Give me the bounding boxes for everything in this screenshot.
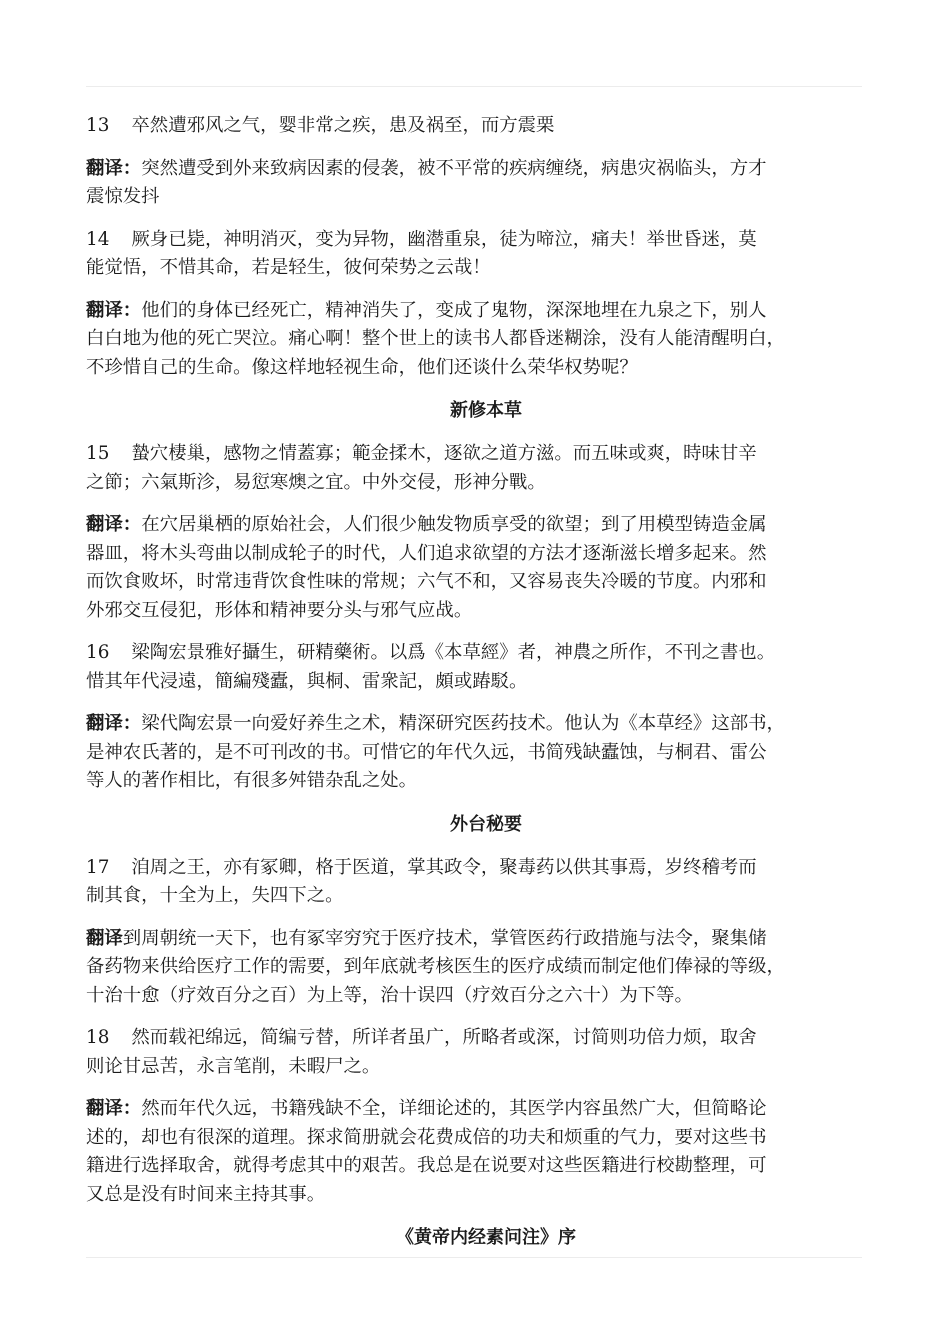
passage-number: 16: [86, 642, 110, 663]
translation-label: 翻译: [86, 157, 123, 179]
passage-13: [86, 112, 886, 141]
section-heading-huangdi-neijing-preface: 《黄帝内经素问注》序: [396, 1227, 576, 1248]
passage-text: 洎周之王，亦有冢卿，格于医道，掌其政令，聚毒药以供其事焉，岁终稽考而 制其食，十全为上，失四下之。: [86, 856, 757, 906]
translation-text: 然而年代久远，书籍残缺不全，详细论述的，其医学内容虽然广大，但简略论 述的，却也有很深的道理。探求简册就会花费成倍的功夫和烦重的气力，要对这些书 籍进行选择取舍，就得考虑其中的艰苦。我总是在说要对这些医籍进行校勘整理，可 又总是没有时间来主持其事。: [86, 1098, 767, 1205]
translation-text: 在穴居巢栖的原始社会，人们很少触发物质享受的欲望；到了用模型铸造金属 器皿，将木头弯曲以制成轮子的时代，人们追求欲望的方法才逐渐滋长增多起来。然 而饮食败坏，时常违背饮食性味的常规；六气不和，又容易丧失冷暖的节度。内邪和 外邪交互侵犯，形体和精神要分头与邪气应战。: [86, 514, 767, 621]
translation-separator: ：: [122, 157, 142, 179]
translation-label: 翻译: [86, 927, 123, 949]
passage-text: 梁陶宏景雅好攝生，研精藥術。以爲《本草經》者，神農之所作，不刊之書也。 惜其年代浸遠，簡編殘蠹，與桐、雷衆記，頗或踳駁。: [86, 642, 776, 692]
passage-number: 15: [86, 443, 110, 464]
translation-18: [86, 1095, 886, 1209]
translation-text: 到周朝统一天下，也有冢宰穷究于医疗技术，掌管医药行政措施与法令，聚集储 备药物来供给医疗工作的需要，到年底就考核医生的医疗成绩而制定他们俸禄的等级， 十治十愈（疗效百分之百）为上等，治十误四（疗效百分之六十）为下等。: [86, 927, 785, 1006]
passage-number: 17: [86, 856, 110, 878]
section-heading-xinxiu-bencao: 新修本草: [450, 400, 522, 421]
translation-17: [86, 925, 886, 1011]
translation-15: [86, 511, 886, 625]
passage-number: 18: [86, 1027, 110, 1048]
translation-separator: ：: [122, 1098, 142, 1119]
translation-separator: ：: [122, 299, 142, 321]
passage-14: [86, 226, 886, 283]
passage-15: [86, 440, 886, 497]
translation-16: [86, 710, 886, 796]
translation-text: 突然遭受到外来致病因素的侵袭，被不平常的疾病缠绕，病患灾祸临头，方才 震惊发抖: [86, 157, 767, 207]
passage-17: [86, 854, 886, 911]
document-page: [86, 112, 886, 1267]
passage-18: [86, 1024, 886, 1081]
translation-14: [86, 297, 886, 383]
passage-text: 卒然遭邪风之气，婴非常之疾，患及祸至，而方震栗: [131, 115, 555, 136]
passage-number: 13: [86, 115, 110, 136]
top-rule: [86, 86, 862, 87]
translation-label: 翻译: [86, 713, 123, 734]
translation-text: 梁代陶宏景一向爱好养生之术，精深研究医药技术。他认为《本草经》这部书， 是神农氏著的，是不可刊改的书。可惜它的年代久远，书简残缺蠹蚀，与桐君、雷公 等人的著作相比，有很多舛错杂乱之处。: [86, 713, 785, 791]
passage-number: 14: [86, 228, 110, 250]
passage-text: 蟄穴棲巢，感物之情蓋寡；範金揉木，逐欲之道方滋。而五味或爽，時味甘辛 之節；六氣斯沴，易愆寒燠之宜。中外交侵，形神分戰。: [86, 443, 757, 493]
passage-text: 厥身已毙，神明消灭，变为异物，幽潜重泉，徒为啼泣，痛夫！举世昏迷，莫 能觉悟，不惜其命，若是轻生，彼何荣势之云哉！: [86, 228, 757, 278]
translation-separator: ：: [122, 713, 142, 734]
bottom-rule: [86, 1257, 862, 1258]
passage-text: 然而载祀绵远，简编亏替，所详者虽广，所略者或深，讨简则功倍力烦，取舍 则论甘忌苦，永言笔削，未暇尸之。: [86, 1027, 757, 1077]
translation-13: [86, 155, 886, 212]
translation-label: 翻译: [86, 514, 123, 535]
passage-16: [86, 639, 886, 696]
translation-separator: ：: [122, 514, 142, 535]
translation-label: 翻译: [86, 1098, 123, 1119]
section-heading-waitai-miyao: 外台秘要: [450, 813, 522, 835]
translation-text: 他们的身体已经死亡，精神消失了，变成了鬼物，深深地埋在九泉之下，别人 白白地为他的死亡哭泣。痛心啊！整个世上的读书人都昏迷糊涂，没有人能清醒明白， 不珍惜自己的生命。像这样地轻视生命，他们还谈什么荣华权势呢？: [86, 299, 785, 378]
translation-label: 翻译: [86, 299, 123, 321]
